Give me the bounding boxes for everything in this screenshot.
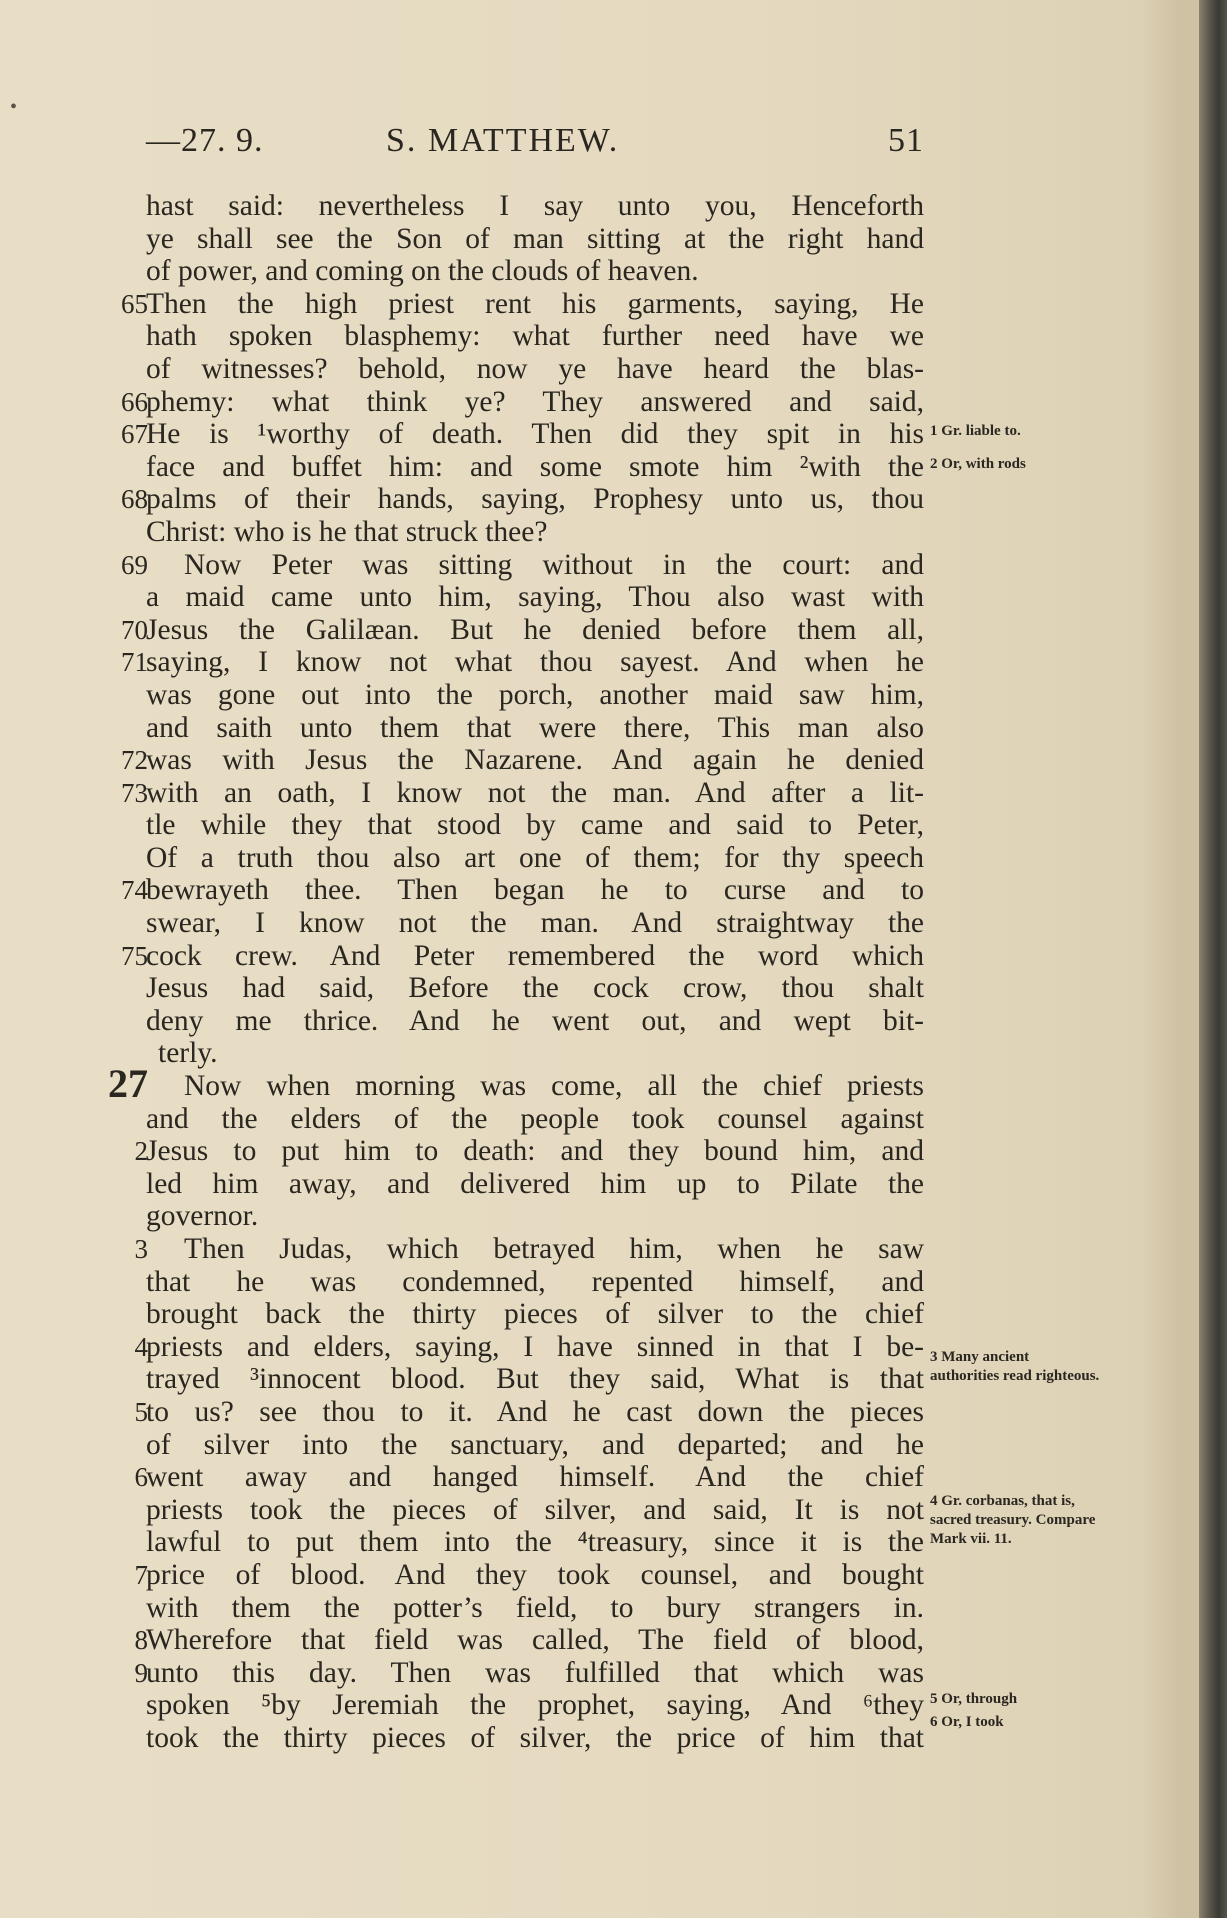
text-line: Christ: who is he that struck thee? [146, 515, 548, 548]
verse-number: 66 [121, 386, 148, 417]
verse-number: 67 [121, 419, 148, 450]
verse-number: 3 [134, 1234, 148, 1264]
text-line: Jesus had said, Before the cock crow, thou shalt [146, 972, 924, 1005]
text-line: spoken ⁵by Jeremiah the prophet, saying, And ⁶they [146, 1689, 924, 1722]
verse-number: 2 [134, 1136, 148, 1167]
verse-line: 2 Jesus to put him to death: and they bound him, and [100, 1135, 930, 1168]
verse-line: 75 cock crew. And Peter remembered the word which [100, 940, 930, 973]
verse-line: 4 priests and elders, saying, I have sinned in that I be- [100, 1331, 930, 1364]
text-line: brought back the thirty pieces of silver to the chief [146, 1298, 924, 1331]
verse-number: 7 [134, 1559, 148, 1590]
text-line: led him away, and delivered him up to Pilate the [146, 1167, 924, 1200]
scripture-text [100, 190, 930, 1755]
verse-line: 66 phemy: what think ye? They answered and said, [100, 386, 930, 419]
text-line: terly. [158, 1037, 218, 1070]
verse-line: 3 Then Judas, which betrayed him, when he saw [100, 1233, 930, 1266]
verse-number: 5 [134, 1396, 148, 1427]
text-line: swear, I know not the man. And straightway the [146, 907, 924, 940]
verse-line: 69 Now Peter was sitting without in the court: and [100, 549, 930, 582]
verse-number: 6 [134, 1462, 148, 1493]
chapter-start-line: 27 Now when morning was come, all the chief priests [108, 1061, 924, 1107]
verse-line: 9 unto this day. Then was fulfilled that which was [100, 1657, 930, 1690]
verse-number: 69 [121, 549, 148, 580]
verse-number: 75 [121, 940, 148, 971]
text-line: ye shall see the Son of man sitting at the right hand [146, 222, 924, 255]
verse-number: 68 [121, 484, 148, 515]
text-line: Of a truth thou also art one of them; for thy speech [146, 841, 924, 874]
text-line: trayed ³innocent blood. But they said, What is that [146, 1363, 924, 1396]
verse-line: 67 He is ¹worthy of death. Then did they spit in his [100, 418, 930, 451]
verse-line: 74 bewrayeth thee. Then began he to curse and to [100, 874, 930, 907]
text-line: governor. [146, 1200, 259, 1233]
book-spine [1199, 0, 1227, 1918]
running-header [146, 122, 926, 168]
text-line: took the thirty pieces of silver, the price of him that [146, 1721, 924, 1754]
verse-line: 5 to us? see thou to it. And he cast down the pieces [100, 1396, 930, 1429]
margin-note: 4 Gr. corbanas, that is, sacred treasury. Compare Mark vii. 11. [930, 1493, 1096, 1547]
margin-note: 3 Many ancient authorities read righteous. [930, 1349, 1100, 1384]
verse-number: 65 [121, 288, 148, 319]
text-line: a maid came unto him, saying, Thou also wast with [146, 581, 924, 614]
margin-note: 2 Or, with rods [930, 456, 1026, 472]
verse-line: 6 went away and hanged himself. And the chief [100, 1461, 930, 1494]
verse-number: 4 [134, 1331, 148, 1362]
text-line: priests took the pieces of silver, and said, It is not [146, 1493, 924, 1526]
text-line: and the elders of the people took counsel against [146, 1102, 924, 1135]
book-title: S. MATTHEW. [386, 122, 620, 159]
margin-note: 6 Or, I took [930, 1714, 1004, 1730]
margin-note: 5 Or, through [930, 1691, 1018, 1707]
text-line: that he was condemned, repented himself, and [146, 1265, 924, 1298]
verse-line: 8 Wherefore that field was called, The field of blood, [100, 1624, 930, 1657]
text-line: of power, and coming on the clouds of heaven. [146, 255, 699, 288]
text-line: hath spoken blasphemy: what further need have we [146, 320, 924, 353]
verse-number: 8 [134, 1625, 148, 1656]
text-line: of witnesses? behold, now ye have heard the blas- [146, 352, 924, 385]
page-number: 51 [888, 122, 924, 159]
text-line: of silver into the sanctuary, and departed; and he [146, 1428, 924, 1461]
verse-number: 71 [121, 647, 148, 678]
verse-number: 72 [121, 745, 148, 776]
text-line: tle while they that stood by came and said to Peter, [146, 809, 924, 842]
text-line: with them the potter’s field, to bury strangers in. [146, 1591, 924, 1624]
verse-number: 74 [121, 875, 148, 906]
verse-line: 65 Then the high priest rent his garments, saying, He [100, 288, 930, 321]
text-line: and saith unto them that were there, This man also [146, 711, 924, 744]
verse-number: 9 [134, 1657, 148, 1688]
print-speck: • [10, 96, 18, 118]
text-line: lawful to put them into the ⁴treasury, since it is the [146, 1526, 924, 1559]
text-line: face and buffet him: and some smote him ²with the [146, 450, 924, 483]
verse-number: 70 [121, 614, 148, 645]
text-line: hast said: nevertheless I say unto you, Henceforth [146, 190, 924, 222]
verse-line: 71 saying, I know not what thou sayest. And when he [100, 646, 930, 679]
verse-line: 72 was with Jesus the Nazarene. And again he denied [100, 744, 930, 777]
text-line: deny me thrice. And he went out, and wept bit- [146, 1004, 924, 1037]
verse-line: 7 price of blood. And they took counsel, and bought [100, 1559, 930, 1592]
chapter-number: 27 [108, 1061, 148, 1107]
chapter-verse-reference: —27. 9. [146, 122, 264, 159]
verse-line: 68 palms of their hands, saying, Prophesy unto us, thou [100, 483, 930, 516]
verse-line: 73 with an oath, I know not the man. And after a lit- [100, 777, 930, 810]
verse-number: 73 [121, 777, 148, 808]
verse-line: 70 Jesus the Galilæan. But he denied before them all, [100, 614, 930, 647]
margin-note: 1 Gr. liable to. [930, 423, 1021, 439]
text-line: was gone out into the porch, another maid saw him, [146, 678, 924, 711]
